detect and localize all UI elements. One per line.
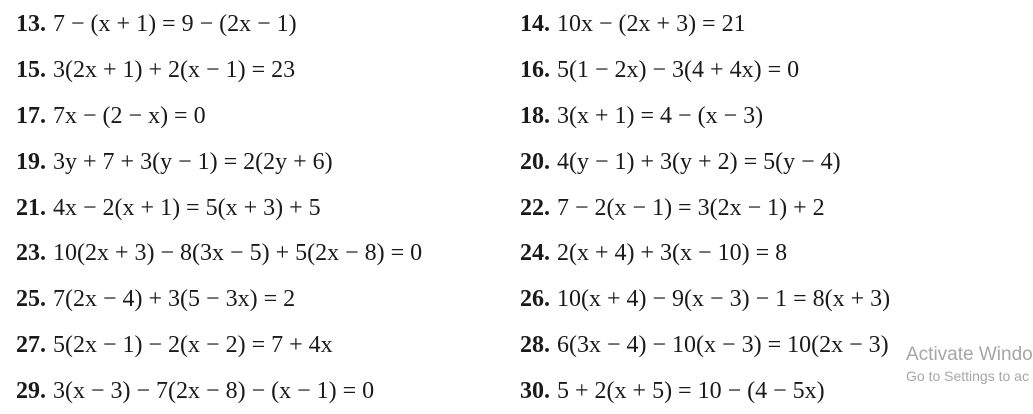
problem-number: 25.	[16, 286, 46, 313]
problem-equation: 10(x + 4) − 9(x − 3) − 1 = 8(x + 3)	[557, 286, 891, 313]
problem-number: 21.	[16, 194, 46, 221]
problem-13	[16, 2, 516, 48]
right-column	[520, 2, 1030, 414]
problem-number: 16.	[520, 57, 550, 84]
problem-22	[520, 185, 1030, 231]
problem-20	[520, 139, 1030, 185]
problem-19	[16, 139, 516, 185]
problem-equation: 7 − 2(x − 1) = 3(2x − 1) + 2	[557, 194, 825, 221]
problem-14	[520, 2, 1030, 48]
problem-number: 24.	[520, 240, 550, 267]
problem-number: 27.	[16, 331, 46, 358]
problem-equation: 6(3x − 4) − 10(x − 3) = 10(2x − 3)	[557, 331, 889, 358]
problem-equation: 3(2x + 1) + 2(x − 1) = 23	[53, 57, 296, 84]
problem-number: 19.	[16, 148, 46, 175]
problem-equation: 10(2x + 3) − 8(3x − 5) + 5(2x − 8) = 0	[53, 240, 423, 267]
problem-equation: 5(2x − 1) − 2(x − 2) = 7 + 4x	[53, 331, 333, 358]
problem-equation: 4x − 2(x + 1) = 5(x + 3) + 5	[53, 194, 321, 221]
problem-29	[16, 368, 516, 414]
problem-28	[520, 323, 1030, 369]
problem-number: 17.	[16, 102, 46, 129]
problem-equation: 3(x + 1) = 4 − (x − 3)	[557, 102, 764, 129]
problem-number: 30.	[520, 377, 550, 404]
problem-16	[520, 48, 1030, 94]
problem-number: 22.	[520, 194, 550, 221]
problem-number: 29.	[16, 377, 46, 404]
problem-equation: 7x − (2 − x) = 0	[53, 102, 206, 129]
problem-equation: 5(1 − 2x) − 3(4 + 4x) = 0	[557, 57, 800, 84]
problem-21	[16, 185, 516, 231]
problem-number: 20.	[520, 148, 550, 175]
problem-number: 23.	[16, 240, 46, 267]
problem-number: 13.	[16, 11, 46, 38]
problem-15	[16, 48, 516, 94]
problem-number: 18.	[520, 102, 550, 129]
problem-26	[520, 277, 1030, 323]
problem-equation: 7(2x − 4) + 3(5 − 3x) = 2	[53, 286, 296, 313]
watermark-subtitle: Go to Settings to ac	[906, 368, 1029, 384]
problem-number: 26.	[520, 286, 550, 313]
problem-equation: 10x − (2x + 3) = 21	[557, 11, 746, 38]
problem-number: 28.	[520, 331, 550, 358]
problem-25	[16, 277, 516, 323]
problem-30	[520, 368, 1030, 414]
problem-equation: 3y + 7 + 3(y − 1) = 2(2y + 6)	[53, 148, 333, 175]
problem-18	[520, 94, 1030, 140]
watermark-title: Activate Windo	[906, 344, 1033, 365]
problem-number: 15.	[16, 57, 46, 84]
problem-27	[16, 323, 516, 369]
problem-24	[520, 231, 1030, 277]
problem-equation: 4(y − 1) + 3(y + 2) = 5(y − 4)	[557, 148, 841, 175]
problem-equation: 5 + 2(x + 5) = 10 − (4 − 5x)	[557, 377, 825, 404]
problem-number: 14.	[520, 11, 550, 38]
problem-17	[16, 94, 516, 140]
problem-equation: 7 − (x + 1) = 9 − (2x − 1)	[53, 11, 297, 38]
problem-equation: 3(x − 3) − 7(2x − 8) − (x − 1) = 0	[53, 377, 375, 404]
problem-equation: 2(x + 4) + 3(x − 10) = 8	[557, 240, 788, 267]
left-column	[16, 2, 516, 414]
problem-23	[16, 231, 516, 277]
